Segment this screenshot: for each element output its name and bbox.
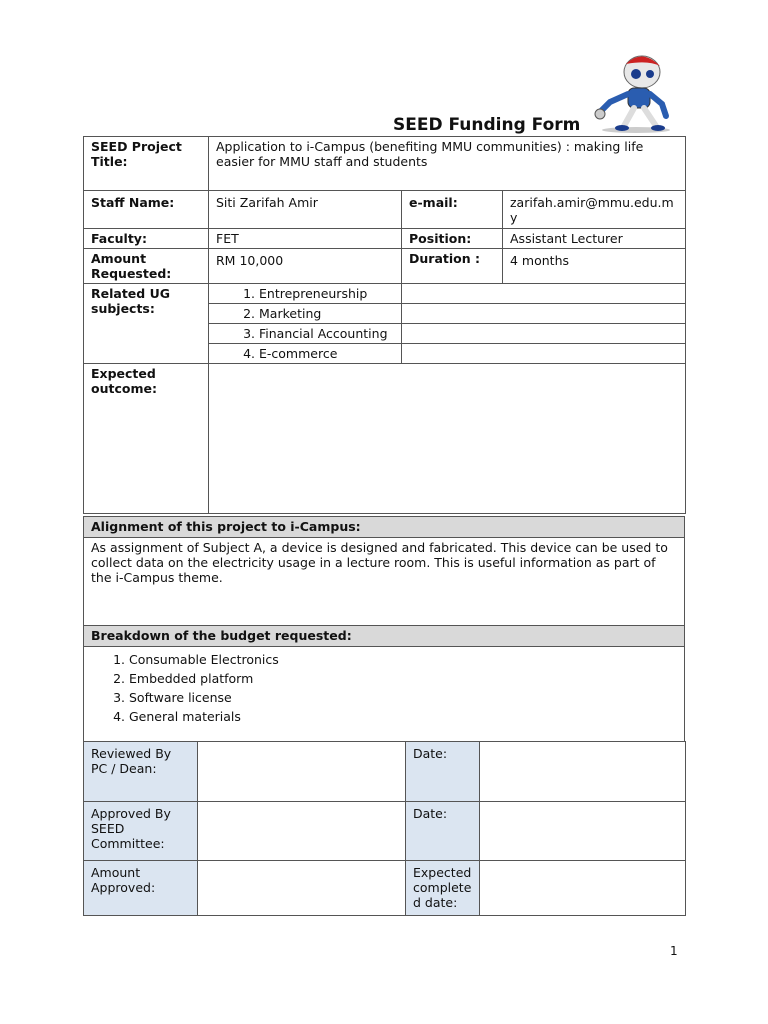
faculty-label: Faculty: — [84, 229, 209, 249]
alignment-section — [83, 516, 685, 626]
reviewed-by-label: Reviewed By PC / Dean: — [84, 742, 198, 802]
position-value: Assistant Lecturer — [503, 229, 686, 249]
expected-outcome-label: Expected outcome: — [84, 364, 209, 514]
alignment-text: As assignment of Subject A, a device is designed and fabricated. This device can be used to collect data on the electricity usage in a lecture room. This is useful information as part of the i-Campus theme. — [91, 540, 668, 585]
subject-item — [209, 304, 402, 324]
expected-complete-date-value[interactable] — [480, 861, 686, 916]
staff-name-label: Staff Name: — [84, 191, 209, 229]
approval-table — [83, 741, 686, 916]
subject-item — [209, 284, 402, 304]
subject-blank-cell — [402, 324, 686, 344]
faculty-value: FET — [209, 229, 402, 249]
budget-section — [83, 625, 685, 742]
review-date-value[interactable] — [480, 742, 686, 802]
related-subjects-label: Related UG subjects: — [84, 284, 209, 364]
staff-name-value: Siti Zarifah Amir — [209, 191, 402, 229]
review-date-label: Date: — [406, 742, 480, 802]
project-title-label: SEED Project Title: — [84, 137, 209, 191]
subject-blank-cell — [402, 284, 686, 304]
duration-value: 4 months — [503, 249, 686, 284]
subject-4: 4. E-commerce — [259, 346, 394, 361]
amount-approved-value[interactable] — [198, 861, 406, 916]
budget-list — [84, 650, 684, 726]
robot-mascot-image — [586, 50, 678, 134]
subject-item — [209, 344, 402, 364]
email-label: e-mail: — [402, 191, 503, 229]
alignment-heading: Alignment of this project to i-Campus: — [84, 517, 684, 538]
email-value: zarifah.amir@mmu.edu.my — [503, 191, 686, 229]
budget-item-1: 1. Consumable Electronics — [129, 650, 684, 669]
expected-outcome-value — [209, 364, 686, 514]
approval-date-value[interactable] — [480, 802, 686, 861]
approval-date-label: Date: — [406, 802, 480, 861]
amount-approved-label: Amount Approved: — [84, 861, 198, 916]
subject-1: 1. Entrepreneurship — [259, 286, 394, 301]
budget-item-2: 2. Embedded platform — [129, 669, 684, 688]
page-number: 1 — [670, 944, 678, 958]
subject-item — [209, 324, 402, 344]
budget-heading: Breakdown of the budget requested: — [84, 626, 684, 647]
amount-requested-label: Amount Requested: — [84, 249, 209, 284]
amount-requested-value: RM 10,000 — [209, 249, 402, 284]
project-details-table — [83, 136, 686, 514]
approved-by-value[interactable] — [198, 802, 406, 861]
form-title: SEED Funding Form — [393, 115, 581, 135]
subject-blank-cell — [402, 344, 686, 364]
duration-label: Duration : — [402, 249, 503, 284]
approved-by-label: Approved By SEED Committee: — [84, 802, 198, 861]
reviewed-by-value[interactable] — [198, 742, 406, 802]
subject-2: 2. Marketing — [259, 306, 394, 321]
subject-3: 3. Financial Accounting — [259, 326, 394, 341]
expected-complete-date-label: Expected complete d date: — [406, 861, 480, 916]
position-label: Position: — [402, 229, 503, 249]
project-title-value: Application to i-Campus (benefiting MMU communities) : making life easier for MMU staff and students — [209, 137, 686, 191]
budget-item-3: 3. Software license — [129, 688, 684, 707]
subject-blank-cell — [402, 304, 686, 324]
budget-item-4: 4. General materials — [129, 707, 684, 726]
